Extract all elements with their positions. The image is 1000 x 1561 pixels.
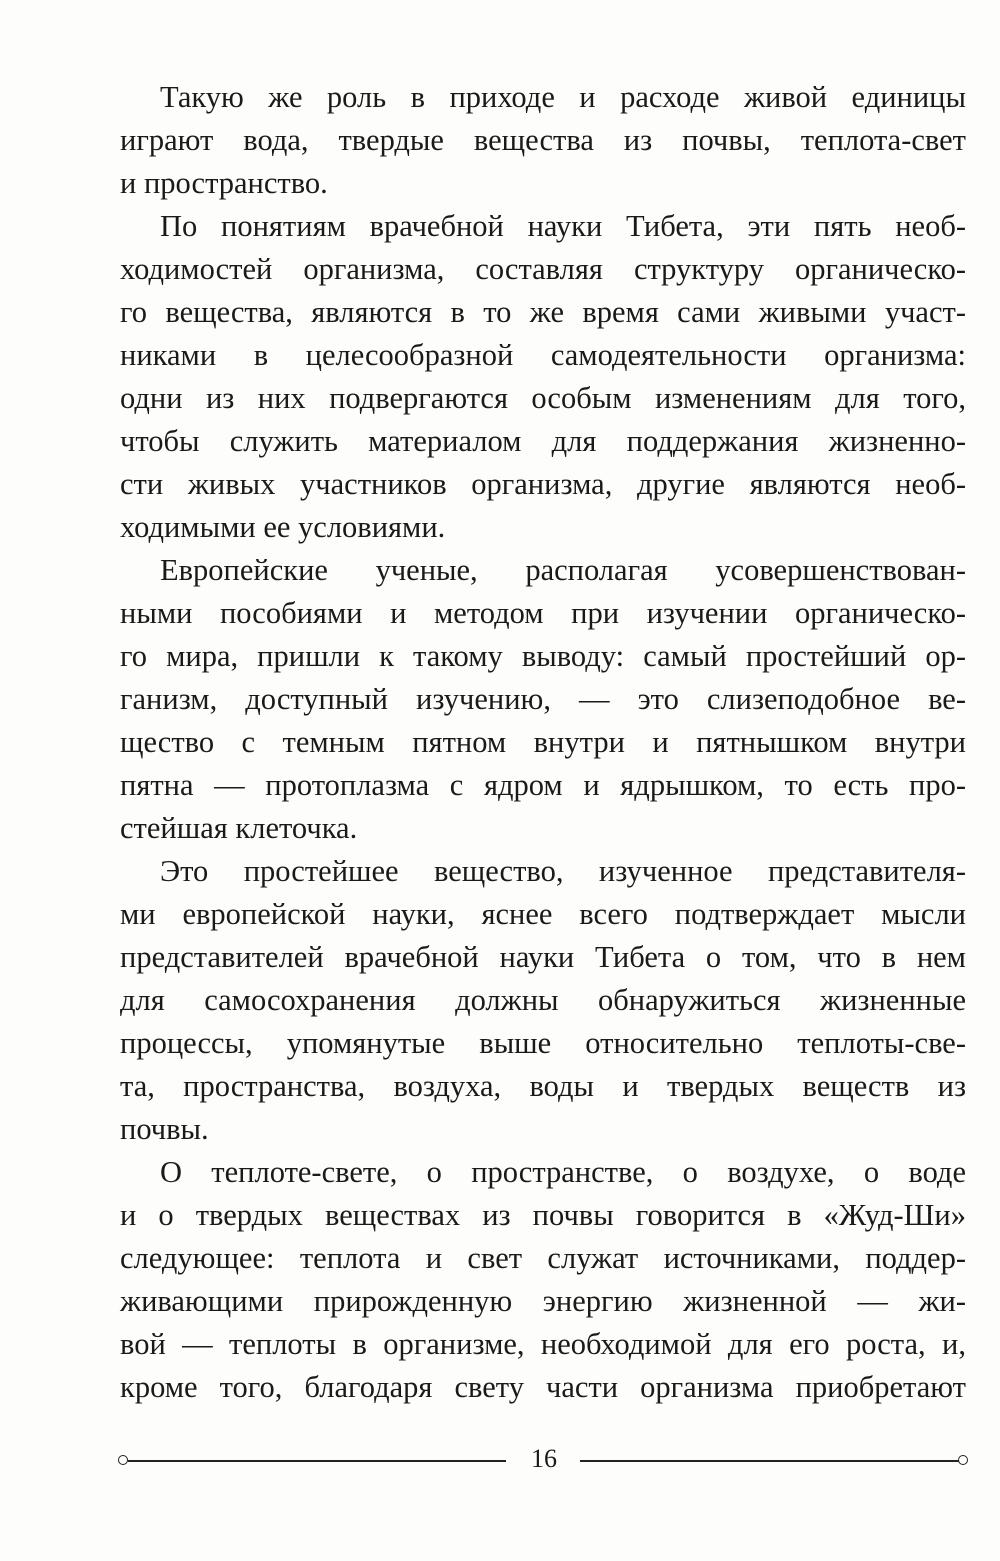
text-line: О теплоте-свете, о пространстве, о воздухе, о воде: [160, 1155, 966, 1189]
text-line: щество с темным пятном внутри и пятнышком внутри: [120, 725, 966, 759]
text-line: пятна — протоплазма с ядром и ядрышком, то есть про-: [120, 768, 966, 802]
text-line: и о твердых веществах из почвы говорится в «Жуд-Ши»: [120, 1198, 966, 1232]
text-line: ными пособиями и методом при изучении органическо-: [120, 596, 966, 630]
text-line: ганизм, доступный изучению, — это слизеподобное ве-: [120, 682, 966, 716]
text-line: представителей врачебной науки Тибета о том, что в нем: [120, 940, 966, 974]
footer-ornament-right: [958, 1455, 968, 1465]
text-line: для самосохранения должны обнаружиться жизненные: [120, 983, 966, 1017]
paragraph: [120, 205, 966, 549]
text-line: играют вода, твердые вещества из почвы, теплота-свет: [120, 123, 966, 157]
paragraph: [120, 76, 966, 205]
text-line: стейшая клеточка.: [120, 811, 358, 845]
text-line: никами в целесообразной самодеятельности организма:: [120, 338, 966, 372]
paragraph: [120, 549, 966, 850]
text-line: Европейские ученые, располагая усовершенствован-: [160, 553, 966, 587]
text-line: ходимостей организма, составляя структуру органическо-: [120, 252, 966, 286]
page-number: 16: [531, 1444, 557, 1473]
text-line: Такую же роль в приходе и расходе живой единицы: [160, 80, 966, 114]
text-line: живающими прирожденную энергию жизненной — жи-: [120, 1284, 966, 1318]
text-line: кроме того, благодаря свету части организма приобретают: [120, 1370, 966, 1404]
text-line: По понятиям врачебной науки Тибета, эти пять необ-: [160, 209, 966, 243]
paragraph: [120, 850, 966, 1151]
text-line: следующее: теплота и свет служат источниками, поддер-: [120, 1241, 966, 1275]
page-body: [120, 76, 966, 1409]
text-line: чтобы служить материалом для поддержания жизненно-: [120, 424, 966, 458]
footer-rule-right: [580, 1460, 960, 1462]
text-line: го мира, пришли к такому выводу: самый простейший ор-: [120, 639, 966, 673]
text-line: почвы.: [120, 1112, 209, 1146]
text-line: Это простейшее вещество, изученное представителя-: [160, 854, 966, 888]
text-line: и пространство.: [120, 166, 328, 200]
text-line: ми европейской науки, яснее всего подтверждает мысли: [120, 897, 966, 931]
text-line: вой — теплоты в организме, необходимой для его роста, и,: [120, 1327, 966, 1361]
text-line: го вещества, являются в то же время сами живыми участ-: [120, 295, 966, 329]
text-line: одни из них подвергаются особым изменениям для того,: [120, 381, 966, 415]
text-line: та, пространства, воздуха, воды и твердых веществ из: [120, 1069, 966, 1103]
paragraph: [120, 1151, 966, 1409]
text-line: процессы, упомянутые выше относительно теплоты-све-: [120, 1026, 966, 1060]
page-footer: [118, 1440, 970, 1480]
text-line: ходимыми ее условиями.: [120, 510, 446, 544]
text-line: сти живых участников организма, другие являются необ-: [120, 467, 966, 501]
